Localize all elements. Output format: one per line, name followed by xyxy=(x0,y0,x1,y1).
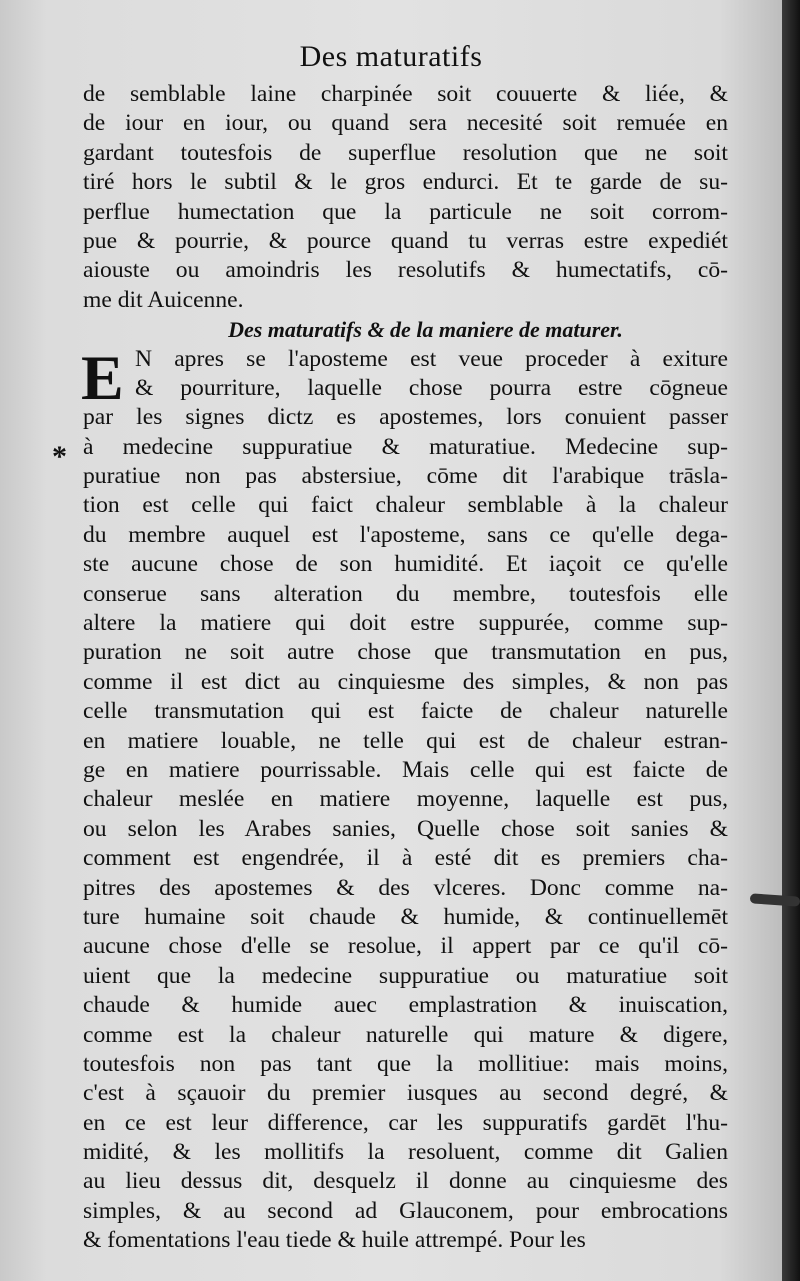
paragraph-continued xyxy=(83,80,728,315)
text-line: ge en matiere pourrissable. Mais celle qui est faicte de xyxy=(83,756,728,783)
text-line: simples, & au second ad Glauconem, pour embrocations xyxy=(83,1197,728,1224)
text-line: comment est engendrée, il à esté dit es premiers cha- xyxy=(83,845,728,872)
text-line: chaleur meslée en matiere moyenne, laquelle est pus, xyxy=(83,786,728,813)
text-line: perflue humectation que la particule ne soit corrom- xyxy=(83,198,728,225)
text-line: aucune chose d'elle se resolue, il appert par ce qu'il cō- xyxy=(83,933,728,960)
text-line: par les signes dictz es apostemes, lors conuient passer xyxy=(83,404,728,431)
text-line: toutesfois non pas tant que la mollitiue: mais moins, xyxy=(83,1050,728,1077)
text-line: c'est à sçauoir du premier iusques au second degré, & xyxy=(83,1080,728,1107)
text-line: gardant toutesfois de superflue resolution que ne soit xyxy=(83,139,728,166)
text-line: puratiue non pas abstersiue, cōme dit l'arabique trāsla- xyxy=(83,463,728,490)
text-line: uient que la medecine suppuratiue ou maturatiue soit xyxy=(83,962,728,989)
text-line: tion est celle qui faict chaleur semblable à la chaleur xyxy=(83,492,728,519)
text-line: à medecine suppuratiue & maturatiue. Medecine sup- xyxy=(83,433,728,460)
section-title: Des maturatifs & de la maniere de maturer. xyxy=(228,317,623,343)
text-line: ste aucune chose de son humidité. Et iaçoit ce qu'elle xyxy=(83,551,728,578)
text-line: tiré hors le subtil & le gros endurci. Et te garde de su- xyxy=(83,169,728,196)
text-line: N apres se l'aposteme est veue proceder à exiture xyxy=(135,345,728,372)
text-line: altere la matiere qui doit estre suppurée, comme sup- xyxy=(83,610,728,637)
text-line: aiouste ou amoindris les resolutifs & humectatifs, cō- xyxy=(83,257,728,284)
text-line: au lieu dessus dit, desquelz il donne au cinquiesme des xyxy=(83,1168,728,1195)
text-line: comme est la chaleur naturelle qui mature & digere, xyxy=(83,1021,728,1048)
text-line: de iour en iour, ou quand sera necesité soit remuée en xyxy=(83,110,728,137)
text-line: pue & pourrie, & pource quand tu verras estre expediét xyxy=(83,227,728,254)
text-line: en ce est leur difference, car les suppuratifs gardēt l'hu- xyxy=(83,1109,728,1136)
text-block xyxy=(83,80,728,1256)
text-line: puration ne soit autre chose que transmutation en pus, xyxy=(83,639,728,666)
text-line: chaude & humide auec emplastration & inuiscation, xyxy=(83,992,728,1019)
book-gutter-edge xyxy=(782,0,800,1281)
drop-cap: E xyxy=(81,341,124,413)
text-line: ou selon les Arabes sanies, Quelle chose soit sanies & xyxy=(83,815,728,842)
text-line: conserue sans alteration du membre, toutesfois elle xyxy=(83,580,728,607)
text-line: pitres des apostemes & des vlceres. Donc comme na- xyxy=(83,874,728,901)
paragraph-main xyxy=(81,341,728,1256)
text-line: & fomentations l'eau tiede & huile attrempé. Pour les xyxy=(83,1227,586,1254)
text-line: en matiere louable, ne telle qui est de chaleur estran- xyxy=(83,727,728,754)
text-line: & pourriture, laquelle chose pourra estre cōgneue xyxy=(135,374,728,401)
text-line: ture humaine soit chaude & humide, & continuellemēt xyxy=(83,903,728,930)
text-line: midité, & les mollitifs la resoluent, comme dit Galien xyxy=(83,1139,728,1166)
margin-asterisk: * xyxy=(52,440,67,473)
text-line: comme il est dict au cinquiesme des simples, & non pas xyxy=(83,668,728,695)
text-line: du membre auquel est l'aposteme, sans ce qu'elle dega- xyxy=(83,521,728,548)
running-header: Des maturatifs xyxy=(299,40,483,73)
text-line: me dit Auicenne. xyxy=(83,286,244,313)
text-line: celle transmutation qui est faicte de chaleur naturelle xyxy=(83,698,728,725)
text-line: de semblable laine charpinée soit couuerte & liée, & xyxy=(83,81,728,107)
